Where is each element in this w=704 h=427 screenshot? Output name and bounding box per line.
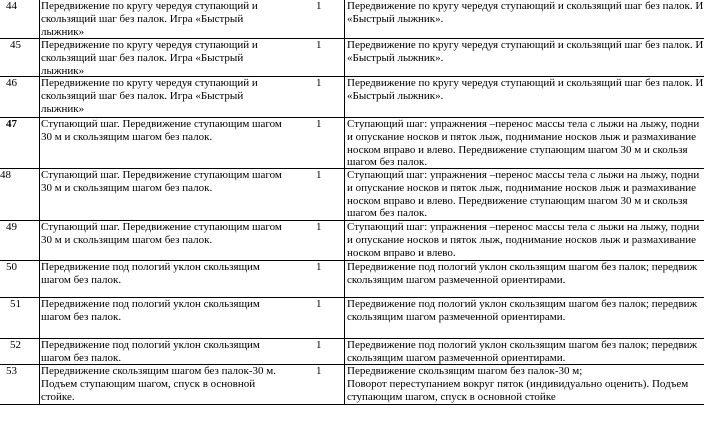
topic-cell — [41, 118, 341, 144]
topic-line: стойке. — [41, 390, 75, 403]
content-cell — [347, 298, 704, 324]
topic-cell — [41, 0, 341, 38]
table-row — [0, 118, 704, 169]
topic-line: Передвижение под пологий уклон скользящим — [41, 261, 260, 273]
topic-cell — [41, 365, 341, 403]
topic-line: лыжник» — [41, 25, 85, 38]
content-line: Передвижение под пологий уклон скользящим шагом без палок; передвиж — [347, 298, 698, 310]
topic-line: Передвижение под пологий уклон скользящим — [41, 298, 260, 310]
content-line: скользящим шагом размеченной ориентирами. — [347, 273, 566, 286]
topic-line: 30 м и скользящим шагом без палок. — [41, 181, 213, 194]
content-cell — [347, 261, 704, 287]
topic-line: Ступающий шаг. Передвижение ступающим шагом — [41, 221, 282, 233]
table-row — [0, 0, 704, 39]
content-cell — [347, 118, 704, 169]
content-line: Ступающий шаг: упражнения –перенос массы тела с лыжи на лыжу, подни — [347, 221, 700, 233]
content-line: Ступающий шаг: упражнения –перенос массы тела с лыжи на лыжу, подни — [347, 118, 700, 130]
content-line: шагом без палок. — [347, 207, 428, 220]
content-line: и опускание носков и пяток лыж, поднимание носков лыж и размахивание — [347, 233, 697, 246]
topic-cell — [41, 298, 341, 324]
content-line: носком вправо и влево. Передвижение ступающим шагом 30 м и скользя — [347, 143, 688, 156]
content-line: Поворот переступанием вокруг пяток (индивидуально оценить). Подъем — [347, 377, 689, 390]
content-line: скользящим шагом размеченной ориентирами. — [347, 351, 566, 364]
content-line: Передвижение под пологий уклон скользящим шагом без палок; передвиж — [347, 261, 698, 273]
hours-cell: 1 — [316, 77, 322, 89]
topic-cell — [41, 339, 341, 365]
row-number: 49 — [6, 221, 17, 233]
row-number: 45 — [10, 39, 21, 51]
hours-cell: 1 — [316, 118, 322, 130]
content-line: и опускание носков и пяток лыж, поднимание носков лыж и размахивание — [347, 181, 697, 194]
topic-line: 30 м и скользящим шагом без палок. — [41, 233, 213, 246]
content-line: Передвижение по кругу чередуя ступающий и скользящий шаг без палок. И — [347, 77, 704, 89]
hours-cell: 1 — [316, 39, 322, 51]
hours-cell: 1 — [316, 365, 322, 377]
content-line: Передвижение по кругу чередуя ступающий и скользящий шаг без палок. И — [347, 39, 704, 51]
topic-line: Передвижение по кругу чередуя ступающий и — [41, 0, 258, 12]
topic-line: Ступающий шаг. Передвижение ступающим шагом — [41, 169, 282, 181]
content-line: «Быстрый лыжник». — [347, 51, 444, 64]
content-line: шагом без палок. — [347, 156, 428, 169]
table-row — [0, 39, 704, 77]
row-number: 44 — [6, 0, 17, 12]
content-line: «Быстрый лыжник». — [347, 12, 444, 25]
topic-line: лыжник» — [41, 102, 85, 115]
topic-line: Передвижение по кругу чередуя ступающий и — [41, 39, 258, 51]
content-cell — [347, 39, 704, 65]
hours-cell: 1 — [316, 0, 322, 12]
content-cell — [347, 169, 704, 220]
table-row — [0, 221, 704, 261]
content-line: Передвижение под пологий уклон скользящим шагом без палок; передвиж — [347, 339, 698, 351]
hours-cell: 1 — [316, 221, 322, 233]
topic-cell — [41, 77, 341, 115]
content-cell — [347, 0, 704, 26]
topic-line: скользящий шаг без палок. Игра «Быстрый — [41, 51, 244, 64]
hours-cell: 1 — [316, 261, 322, 273]
content-line: и опускание носков и пяток лыж, поднимание носков лыж и размахивание — [347, 130, 697, 143]
topic-line: скользящий шаг без палок. Игра «Быстрый — [41, 89, 244, 102]
content-line: носком вправо и влево. Передвижение ступающим шагом 30 м и скользя — [347, 194, 688, 207]
topic-cell — [41, 261, 341, 287]
row-number: 46 — [6, 77, 17, 89]
topic-cell — [41, 169, 341, 195]
row-number: 50 — [6, 261, 17, 273]
content-cell — [347, 77, 704, 103]
table-row — [0, 339, 704, 365]
hours-cell: 1 — [316, 298, 322, 310]
row-number: 47 — [6, 118, 17, 130]
table-row — [0, 169, 704, 221]
hours-cell: 1 — [316, 169, 322, 181]
content-cell — [347, 365, 704, 403]
topic-line: скользящий шаг без палок. Игра «Быстрый — [41, 12, 244, 25]
content-line: скользящим шагом размеченной ориентирами. — [347, 310, 566, 323]
topic-line: Передвижение скользящим шагом без палок-30 м. — [41, 365, 276, 377]
topic-line: лыжник» — [41, 64, 85, 77]
content-line: носком вправо и влево. — [347, 246, 456, 259]
topic-cell — [41, 221, 341, 247]
row-number: 51 — [10, 298, 21, 310]
table-row — [0, 261, 704, 298]
content-cell — [347, 221, 704, 259]
table-row — [0, 298, 704, 339]
topic-line: шагом без палок. — [41, 310, 122, 323]
content-cell — [347, 339, 704, 365]
content-line: ступающим шагом, спуск в основной стойке — [347, 390, 556, 403]
topic-line: Ступающий шаг. Передвижение ступающим шагом — [41, 118, 282, 130]
hours-cell: 1 — [316, 339, 322, 351]
topic-line: Передвижение по кругу чередуя ступающий и — [41, 77, 258, 89]
row-number: 48 — [0, 169, 11, 181]
topic-line: 30 м и скользящим шагом без палок. — [41, 130, 213, 143]
topic-line: шагом без палок. — [41, 273, 122, 286]
content-line: Передвижение скользящим шагом без палок-30 м; — [347, 365, 583, 377]
table-row — [0, 365, 704, 405]
topic-line: Подъем ступающим шагом, спуск в основной — [41, 377, 256, 390]
topic-line: шагом без палок. — [41, 351, 122, 364]
topic-cell — [41, 39, 341, 77]
table-row — [0, 77, 704, 118]
topic-line: Передвижение под пологий уклон скользящим — [41, 339, 260, 351]
content-line: «Быстрый лыжник». — [347, 89, 444, 102]
content-line: Передвижение по кругу чередуя ступающий и скользящий шаг без палок. И — [347, 0, 704, 12]
row-number: 53 — [6, 365, 17, 377]
content-line: Ступающий шаг: упражнения –перенос массы тела с лыжи на лыжу, подни — [347, 169, 700, 181]
row-number: 52 — [10, 339, 21, 351]
